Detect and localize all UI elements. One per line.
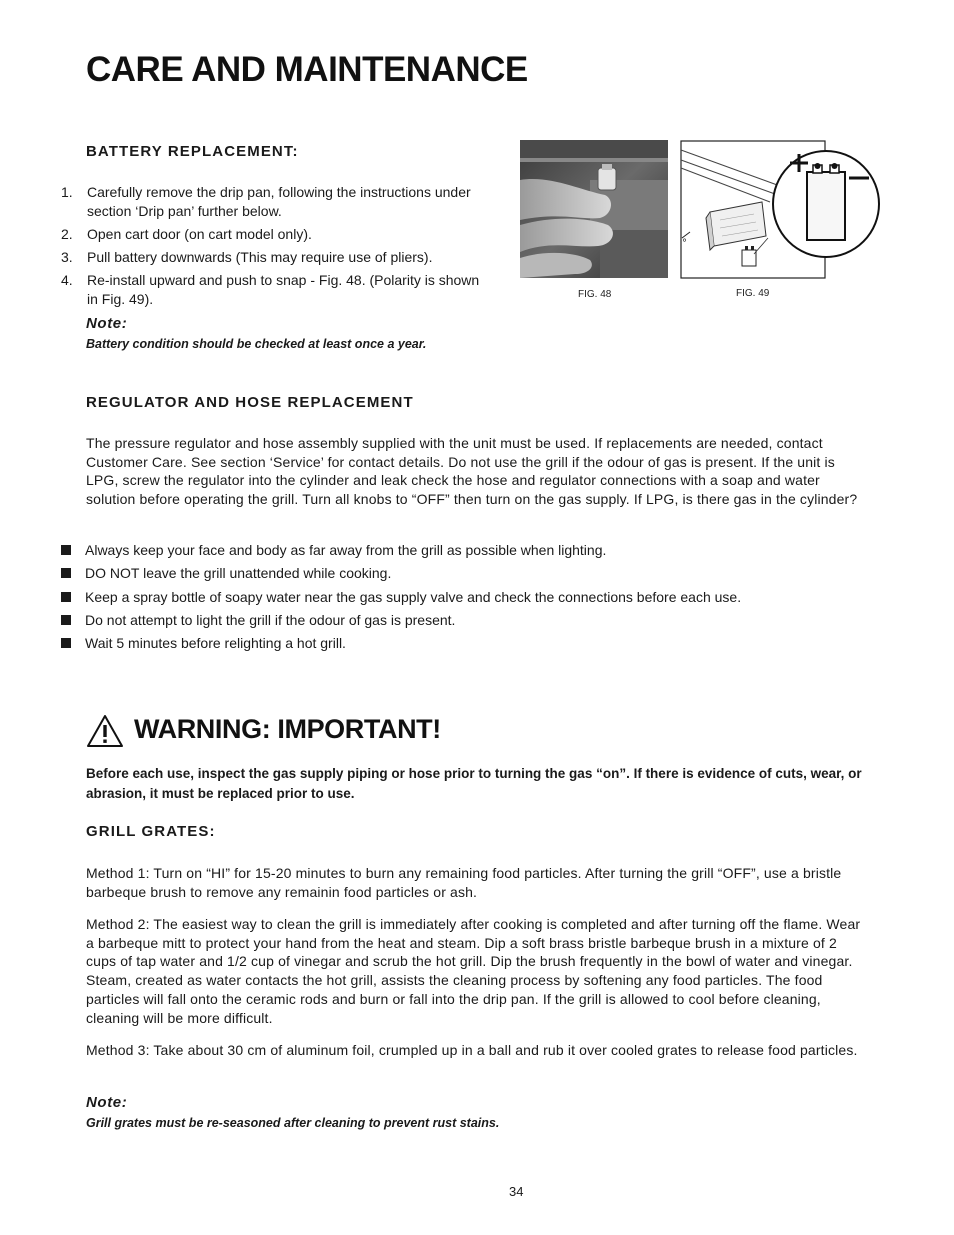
battery-heading: BATTERY REPLACEMENT: <box>86 143 299 160</box>
bullet-text: Wait 5 minutes before relighting a hot grill. <box>85 635 346 652</box>
bullet-square-icon <box>61 592 71 602</box>
grates-method-1: Method 1: Turn on “HI” for 15-20 minutes to burn any remaining food particles. After turning the grill “OFF”, use a bristle barbeque brush to remove any remainin food particles or ash. <box>86 865 842 900</box>
bullet-text: Always keep your face and body as far away from the grill as possible when lighting. <box>85 542 607 558</box>
fig-48-battery-photo <box>520 140 668 278</box>
step-number: 1. <box>61 184 73 200</box>
step-text: Re-install upward and push to snap - Fig. 48. (Polarity is shown in Fig. 49). <box>87 272 480 307</box>
fig-49-polarity-diagram <box>680 128 880 280</box>
grates-note-label: Note: <box>86 1094 128 1111</box>
bullet-text: DO NOT leave the grill unattended while cooking. <box>85 565 392 582</box>
regulator-heading: REGULATOR AND HOSE REPLACEMENT <box>86 394 414 411</box>
step-text: Carefully remove the drip pan, following the instructions under section ‘Drip pan’ further below. <box>87 184 471 219</box>
step-text: Open cart door (on cart model only). <box>87 226 312 242</box>
bullet-text: Keep a spray bottle of soapy water near the gas supply valve and check the connections before each use. <box>85 588 742 605</box>
list-item <box>61 248 486 267</box>
page-title: CARE AND MAINTENANCE <box>86 50 528 89</box>
battery-note-label: Note: <box>86 315 128 332</box>
list-item <box>61 611 861 634</box>
list-item <box>61 183 486 221</box>
warning-text: Before each use, inspect the gas supply piping or hose prior to turning the gas “on”. If there is evidence of cuts, wear, or abrasion, it must be replaced prior to use. <box>86 766 862 801</box>
regulator-paragraph: The pressure regulator and hose assembly supplied with the unit must be used. If replacements are needed, contact Customer Care. See section ‘Service’ for contact details. Do not use the grill if the odour of gas is present. If the unit is LPG, screw the regulator into the cylinder and leak check the hose and regulator connections with a soap and water solution before operating the grill. Turn all knobs to “OFF” then turn on the gas supply. If LPG, is there gas in the cylinder? <box>86 435 858 508</box>
battery-note-text: Battery condition should be checked at least once a year. <box>86 337 427 351</box>
grates-method-3: Method 3: Take about 30 cm of aluminum foil, crumpled up in a ball and rub it over cooled grates to release food particles. <box>86 1042 858 1058</box>
list-item <box>61 541 861 564</box>
warning-triangle-icon <box>86 714 124 748</box>
bullet-square-icon <box>61 615 71 625</box>
bullet-square-icon <box>61 638 71 648</box>
bullet-text: Do not attempt to light the grill if the odour of gas is present. <box>85 611 456 628</box>
list-item <box>61 588 861 611</box>
battery-steps-list <box>61 183 486 313</box>
bullet-square-icon <box>61 545 71 555</box>
page-number: 34 <box>509 1184 524 1199</box>
list-item <box>61 271 486 309</box>
grates-heading: GRILL GRATES: <box>86 823 216 840</box>
warning-title: WARNING: IMPORTANT! <box>134 714 441 744</box>
svg-text:°: ° <box>682 238 687 249</box>
list-item <box>61 564 861 587</box>
list-item <box>61 634 861 657</box>
step-number: 4. <box>61 272 73 288</box>
bullet-square-icon <box>61 568 71 578</box>
step-number: 3. <box>61 249 73 265</box>
step-text: Pull battery downwards (This may require use of pliers). <box>87 249 433 265</box>
safety-bullet-list <box>61 541 861 657</box>
grates-method-2: Method 2: The easiest way to clean the grill is immediately after cooking is completed and after turning off the flame. Wear a barbeque mitt to protect your hand from the heat and steam. Dip a soft brass bristle barbeque brush in a mixture of 2 cups of tap water and 1/2 cup of vinegar and scrub the hot grill. Dip the brush frequently in the bowl of water and vinegar. Steam, created as water contacts the hot grill, assists the cleaning process by softening any food particles. The food particles will fall onto the ceramic rods and burn or fall into the drip pan. If the grill is allowed to cool before cleaning, cleaning will be more difficult. <box>86 916 861 1026</box>
list-item <box>61 225 486 244</box>
fig-48-caption: FIG. 48 <box>578 289 612 300</box>
fig-49-caption: FIG. 49 <box>736 288 770 299</box>
step-number: 2. <box>61 226 73 242</box>
grates-note-text: Grill grates must be re-seasoned after cleaning to prevent rust stains. <box>86 1116 500 1130</box>
